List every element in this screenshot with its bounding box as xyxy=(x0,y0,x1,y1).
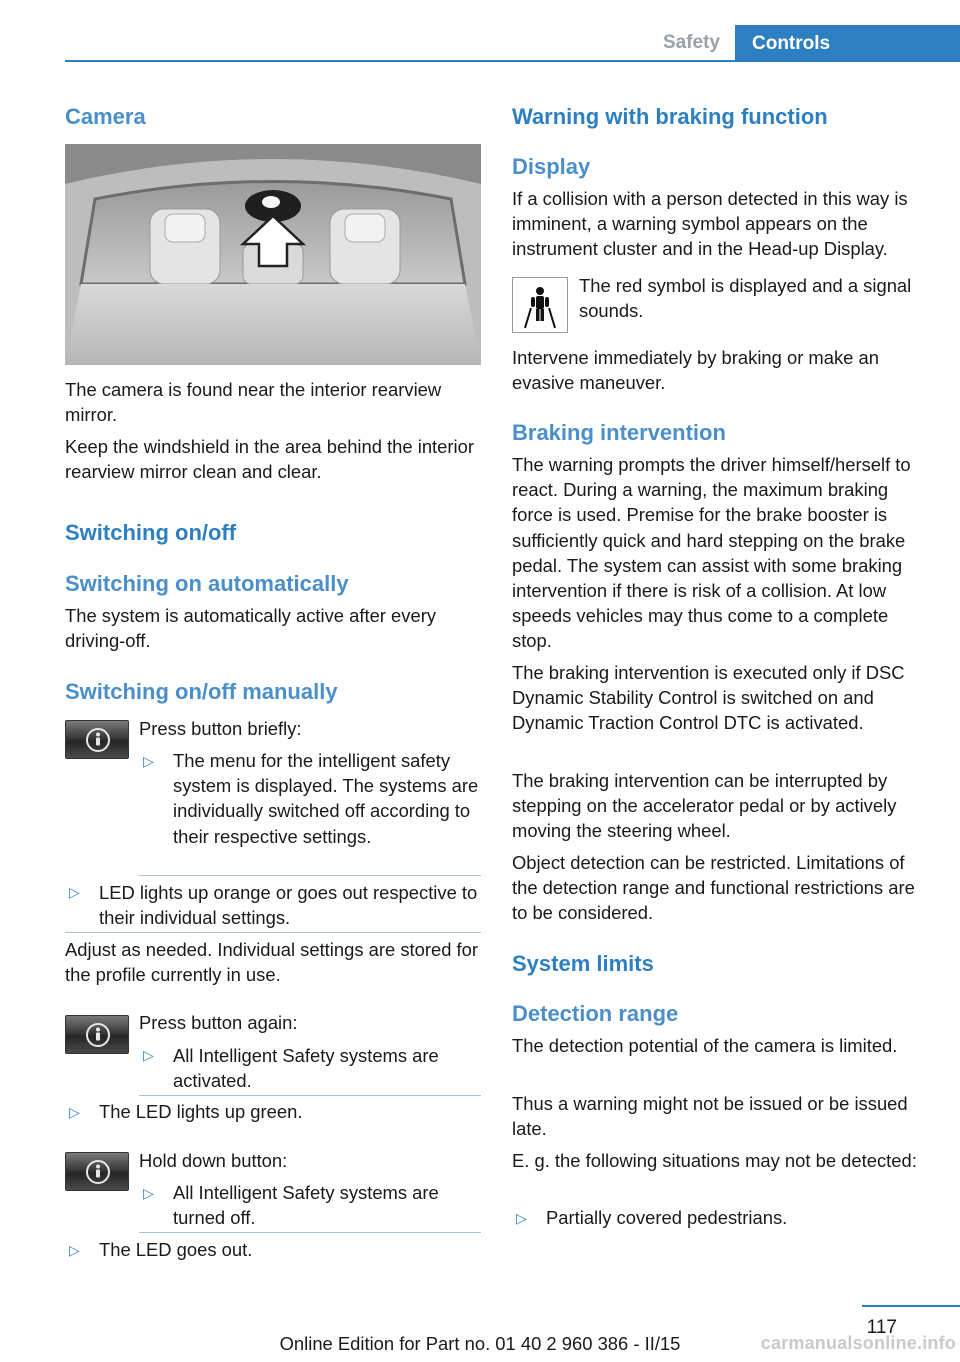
braking-text-1: The warning prompts the driver himself/herself to react. During a warning, the maximum braking force is used. Premise for the brake booster is sufficiently quick and hard stepping on the brake pedal. The system can assist with some braking intervention if there is risk of a collision. At low speeds vehicles may thus come to a complete stop. xyxy=(512,454,911,652)
bullet-triangle-icon: ▷ xyxy=(143,1047,154,1063)
info-person-icon xyxy=(85,727,111,753)
intelligent-safety-button-icon xyxy=(65,1152,129,1191)
bullet-triangle-icon: ▷ xyxy=(516,1210,527,1226)
bullet-partially-text: Partially covered pedestrians. xyxy=(546,1207,788,1228)
camera-location-text: The camera is found near the interior rearview mirror. xyxy=(65,379,442,426)
watermark: carmanualsonline.info xyxy=(760,1333,956,1353)
edition-text: Online Edition for Part no. 01 40 2 960 386 - II/15 xyxy=(279,1333,681,1354)
camera-location-image xyxy=(65,144,481,365)
braking-heading: Braking intervention xyxy=(512,420,726,445)
press-again-text: Press button again: xyxy=(139,1012,298,1033)
warning-heading: Warning with braking function xyxy=(512,104,828,129)
auto-heading: Switching on automatically xyxy=(65,571,349,596)
display-text: If a collision with a person detected in this way is imminent, a warning symbol appears on the instrument cluster and in the Head-up Display. xyxy=(512,188,908,260)
divider xyxy=(65,932,481,933)
bullet-triangle-icon: ▷ xyxy=(69,1104,80,1120)
bullet-led-orange-text: LED lights up orange or goes out respective to their individual settings. xyxy=(99,882,478,929)
braking-text-3: The braking intervention can be interrupted by stepping on the accelerator pedal or by actively moving the steering wheel. xyxy=(512,770,897,842)
divider xyxy=(139,875,481,876)
braking-text-2: The braking intervention is executed only if DSC Dynamic Stability Control is switched on and Dynamic Traction Control DTC is activated. xyxy=(512,662,905,734)
camera-heading: Camera xyxy=(65,104,146,129)
bullet-activated-text: All Intelligent Safety systems are activated. xyxy=(173,1045,439,1092)
bullet-triangle-icon: ▷ xyxy=(143,753,154,769)
bullet-off-text: All Intelligent Safety systems are turned off. xyxy=(173,1182,439,1229)
bullet-triangle-icon: ▷ xyxy=(69,884,80,900)
intelligent-safety-button-icon xyxy=(65,1015,129,1054)
divider xyxy=(139,1095,481,1096)
section-tab-safety: Safety xyxy=(662,32,720,53)
display-heading: Display xyxy=(512,154,591,179)
page-header xyxy=(65,25,960,62)
car-interior-illustration xyxy=(65,144,481,365)
range-text-2: Thus a warning might not be issued or be issued late. xyxy=(512,1093,908,1140)
press-briefly-text: Press button briefly: xyxy=(139,718,302,739)
page-number: 117 xyxy=(866,1317,897,1338)
divider xyxy=(139,1232,481,1233)
bullet-led-out-text: The LED goes out. xyxy=(99,1239,253,1260)
hold-down-text: Hold down button: xyxy=(139,1150,288,1171)
intervene-text: Intervene immediately by braking or make an evasive maneuver. xyxy=(512,347,879,394)
pedestrian-warning-icon xyxy=(512,277,568,333)
footer-rule xyxy=(862,1305,960,1307)
section-tab-controls: Controls xyxy=(735,25,960,62)
range-text-3: E. g. the following situations may not be detected: xyxy=(512,1150,917,1171)
camera-clean-text: Keep the windshield in the area behind the interior rearview mirror clean and clear. xyxy=(65,436,474,483)
info-person-icon xyxy=(85,1022,111,1048)
range-heading: Detection range xyxy=(512,1001,679,1026)
bullet-led-green-text: The LED lights up green. xyxy=(99,1101,303,1122)
braking-text-4: Object detection can be restricted. Limitations of the detection range and functional restrictions are to be considered. xyxy=(512,852,915,924)
auto-text: The system is automatically active after every driving-off. xyxy=(65,605,437,652)
intelligent-safety-button-icon xyxy=(65,720,129,759)
range-text-1: The detection potential of the camera is limited. xyxy=(512,1035,898,1056)
bullet-triangle-icon: ▷ xyxy=(143,1185,154,1201)
red-symbol-text: The red symbol is displayed and a signal sounds. xyxy=(579,275,912,322)
info-person-icon xyxy=(85,1159,111,1185)
bullet-menu-text: The menu for the intelligent safety system is displayed. The systems are individually switched off according to their respective settings. xyxy=(173,750,479,847)
limits-heading: System limits xyxy=(512,951,654,976)
adjust-text: Adjust as needed. Individual settings are stored for the profile currently in use. xyxy=(65,939,479,986)
manual-heading: Switching on/off manually xyxy=(65,679,338,704)
bullet-triangle-icon: ▷ xyxy=(69,1242,80,1258)
switching-heading: Switching on/off xyxy=(65,520,237,545)
